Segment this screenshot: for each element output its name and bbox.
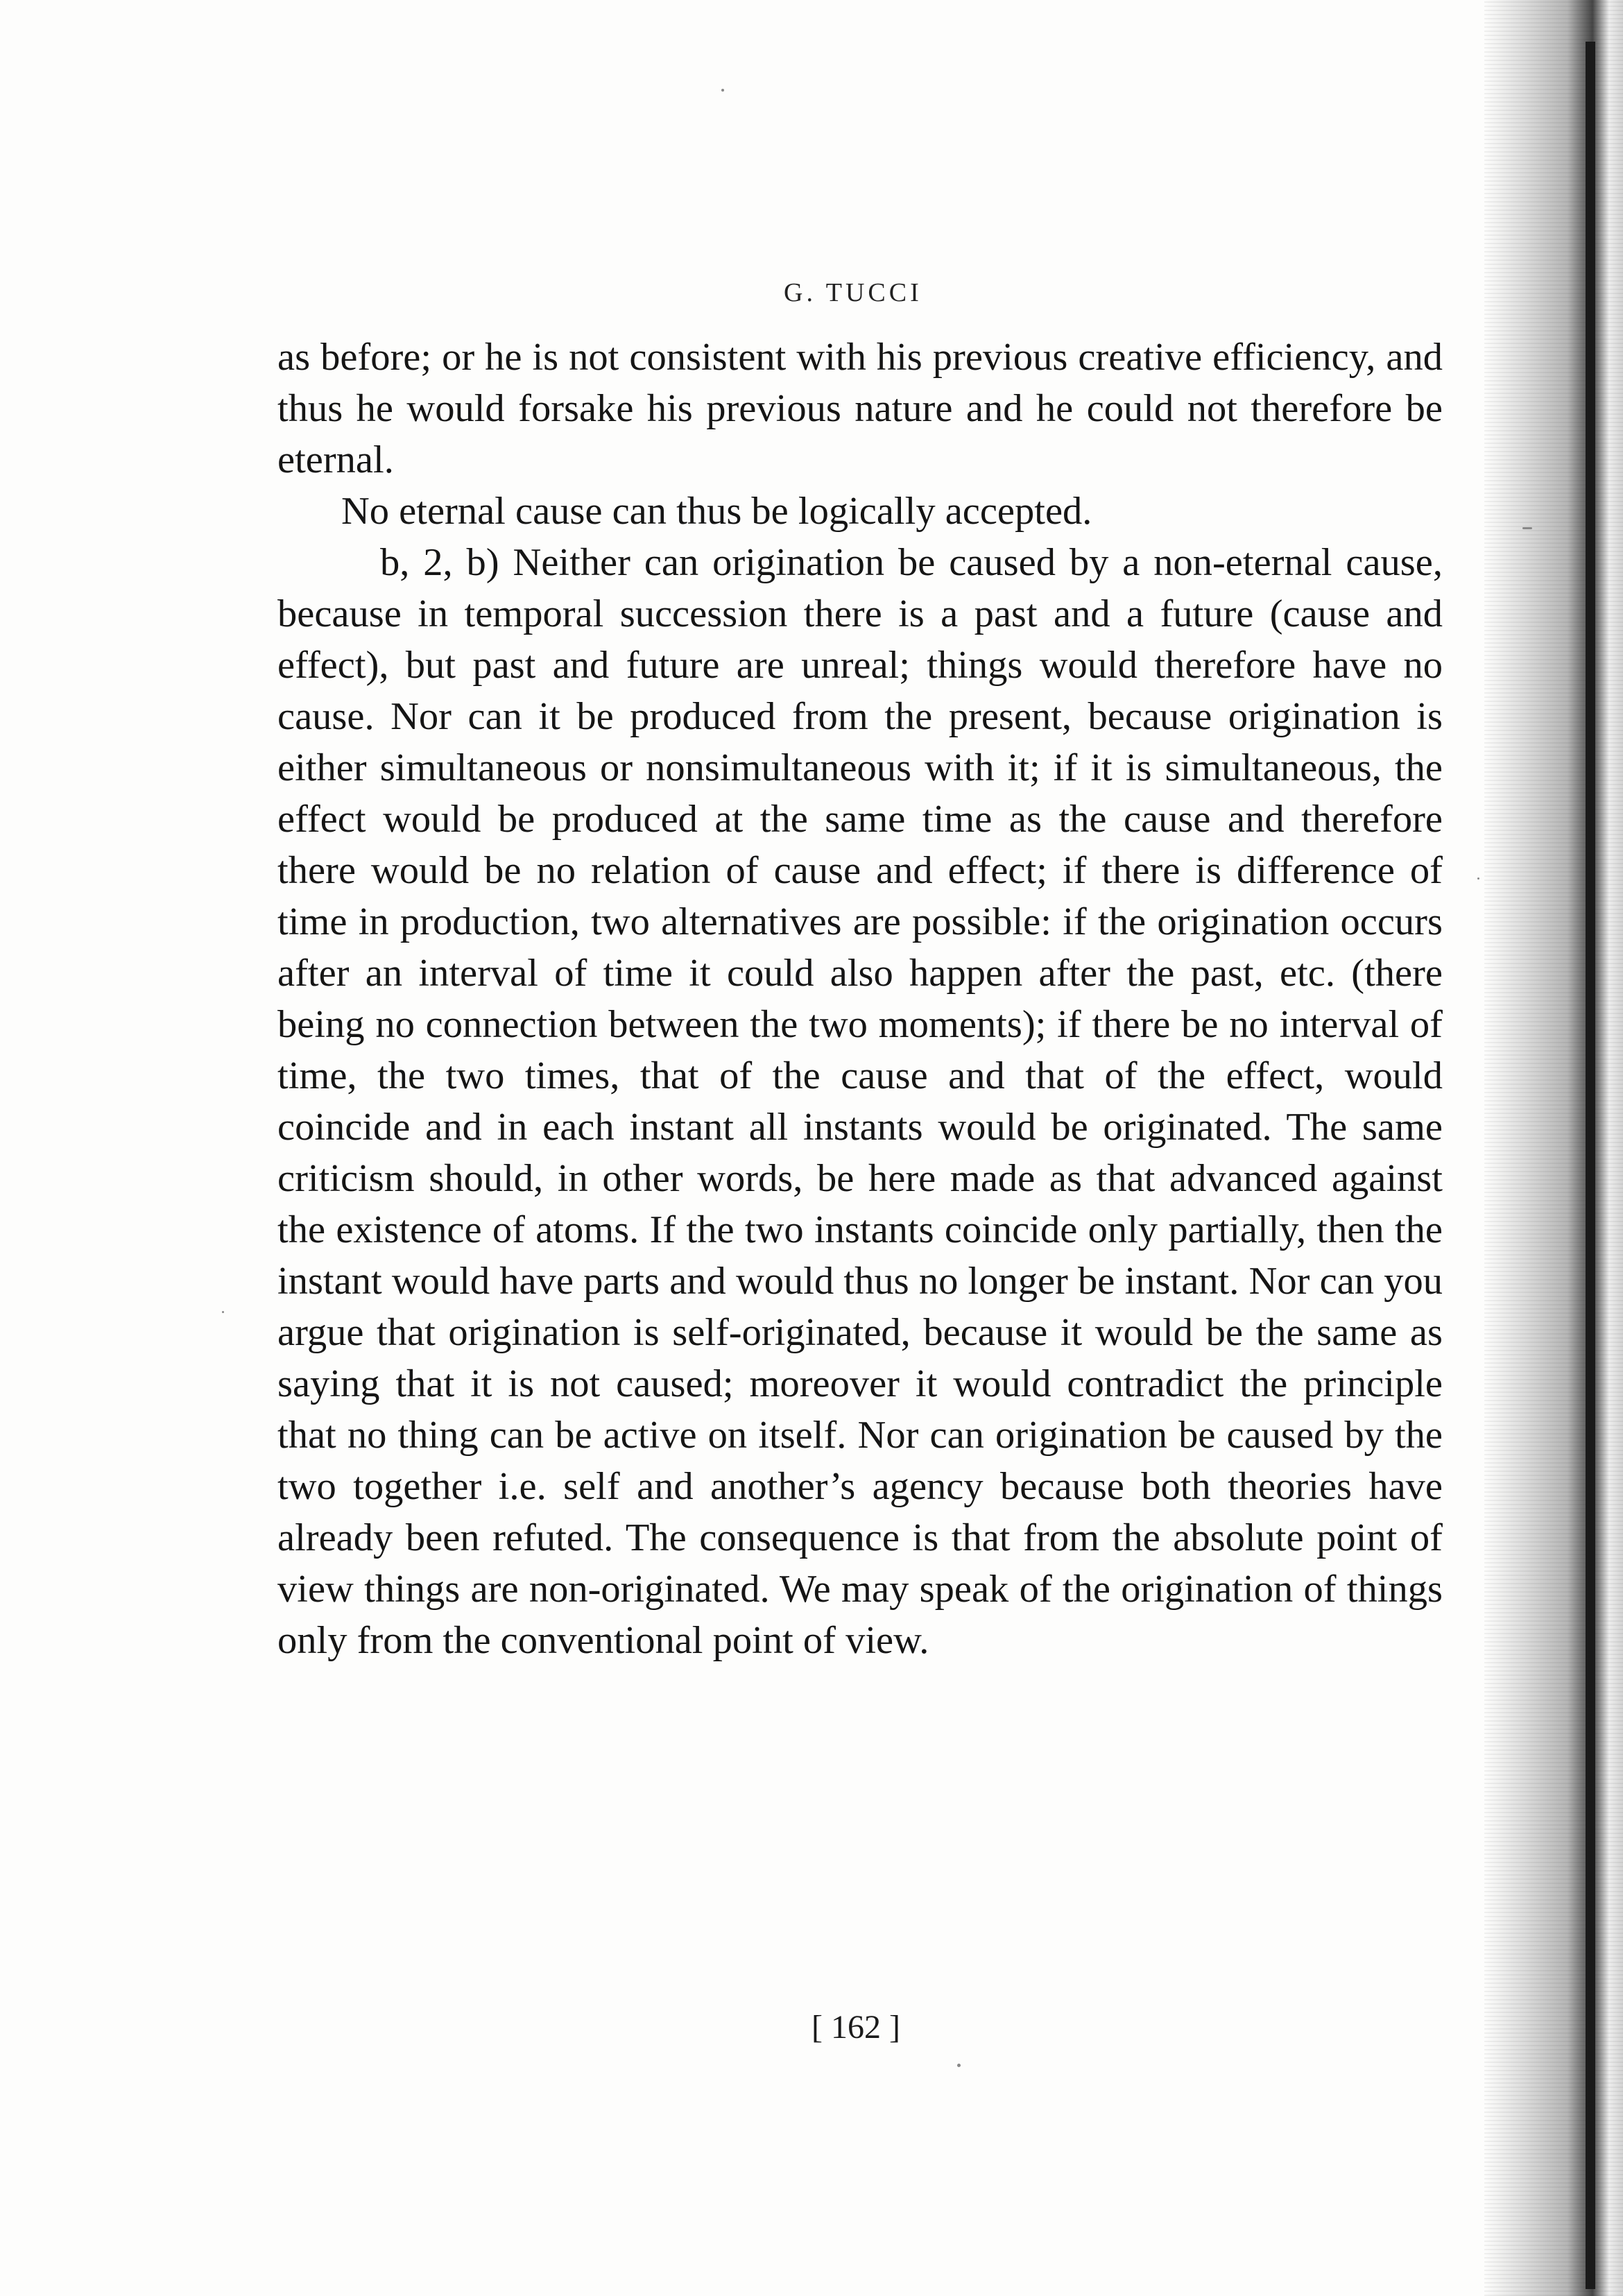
scan-speck [1477,877,1479,880]
binding-edge [1586,42,1595,2289]
page-number: [ 162 ] [812,2009,900,2046]
running-head: G. TUCCI [784,278,922,307]
binding-gutter [1484,0,1623,2296]
paragraph-3: b, 2, b) Neither can origination be caused by a non-eternal cause, because in temporal succession there is a past and a future (cause and effect), but past and future are unreal; things would therefore have no cause. Nor can it be produced from the present, because origination is either simultaneous or nonsimultaneous with it; if it is simultaneous, the effect would be produced at the same time as the cause and therefore there would be no relation of cause and effect; if there is difference of time in production, two alternatives are possible: if the origination occurs after an interval of time it could also happen after the past, etc. (there being no connection between the two moments); if there be no interval of time, the two times, that of the cause and that of the effect, would coincide and in each instant all instants would be originated. The same criticism should, in other words, be here made as that advanced against the existence of atoms. If the two instants coincide only partially, then the instant would have parts and would thus no longer be instant. Nor can you argue that origination is self-originated, because it would be the same as saying that it is not caused; moreover it would contradict the principle that no thing can be active on itself. Nor can origination be caused by the two together i.e. self and another’s agency because both theories have already been refuted. The consequence is that from the absolute point of view things are non-originated. We may speak of the origination of things only from the conventional point of view. [277,541,1443,1662]
scan-speck [1522,527,1532,529]
paragraph-2: No eternal cause can thus be logically accepted. [341,490,1092,533]
scan-speck [721,89,724,92]
body-text [277,332,1443,1666]
paragraph-1: as before; or he is not consistent with his previous creative efficiency, and thus he would forsake his previous nature and he could not therefore be eternal. [277,336,1443,481]
scan-speck [957,2064,961,2067]
scan-speck [222,1311,224,1313]
